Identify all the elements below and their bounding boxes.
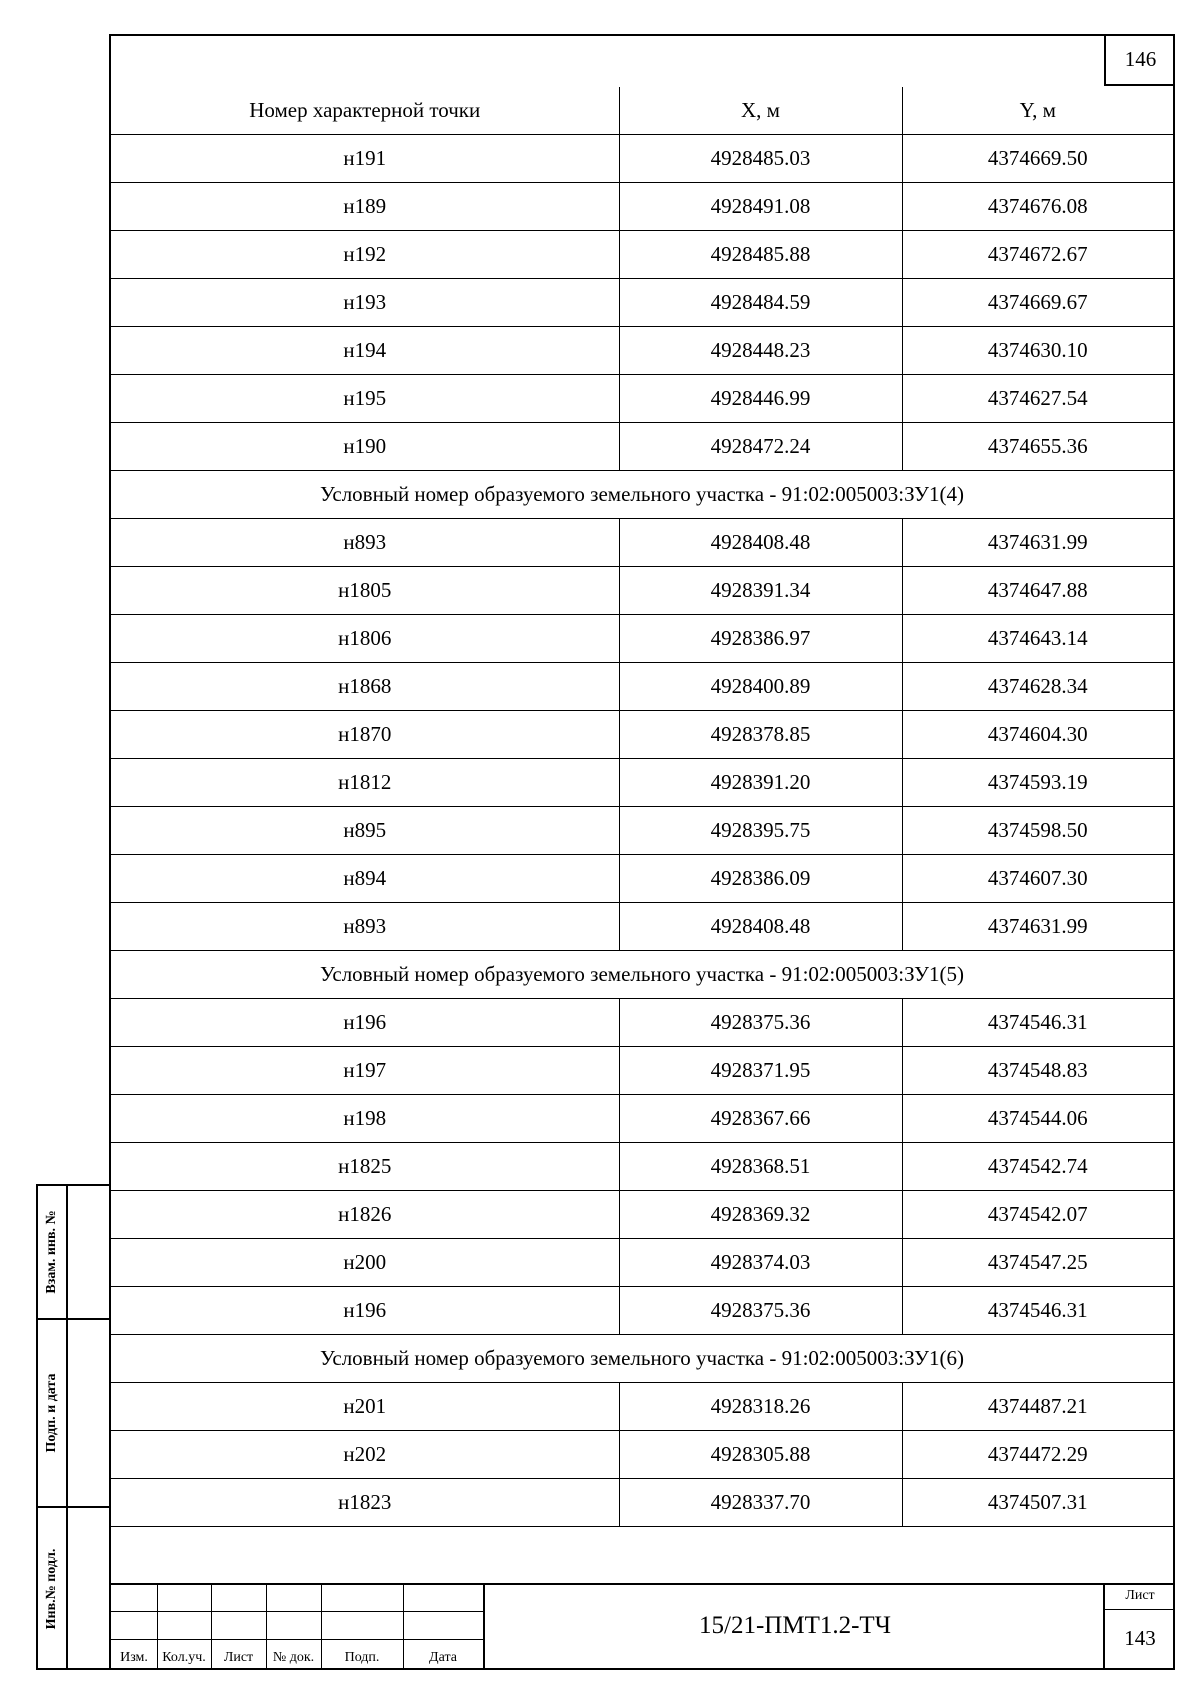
col-list: Лист (223, 1650, 254, 1665)
col-podp: Подп. (344, 1650, 380, 1665)
cell-x: 4928374.03 (619, 1239, 902, 1287)
cell-y: 4374669.50 (902, 135, 1173, 183)
side-stamp-row (38, 1320, 109, 1508)
table-row (111, 183, 1173, 231)
table-row (111, 1239, 1173, 1287)
cell-point: н192 (111, 231, 619, 279)
cell-point: н189 (111, 183, 619, 231)
section-row (111, 1335, 1173, 1383)
table-row (111, 567, 1173, 615)
table-row (111, 1143, 1173, 1191)
cell-point: н894 (111, 855, 619, 903)
cell-y: 4374472.29 (902, 1431, 1173, 1479)
cell-x: 4928371.95 (619, 1047, 902, 1095)
side-stamp-row (38, 1186, 109, 1320)
cell-point: н1812 (111, 759, 619, 807)
sheet-box (1103, 1583, 1175, 1668)
side-stamp-row (38, 1508, 109, 1670)
cell-x: 4928368.51 (619, 1143, 902, 1191)
cell-x: 4928395.75 (619, 807, 902, 855)
cell-x: 4928446.99 (619, 375, 902, 423)
cell-point: н202 (111, 1431, 619, 1479)
cell-point: н196 (111, 1287, 619, 1335)
side-stamp-label: Инв.№ подл. (44, 1548, 59, 1630)
cell-point: н190 (111, 423, 619, 471)
cell-y: 4374672.67 (902, 231, 1173, 279)
table-row (111, 903, 1173, 951)
cell-x: 4928408.48 (619, 519, 902, 567)
cell-x: 4928318.26 (619, 1383, 902, 1431)
section-row (111, 471, 1173, 519)
cell-y: 4374546.31 (902, 1287, 1173, 1335)
table-row (111, 279, 1173, 327)
cell-y: 4374676.08 (902, 183, 1173, 231)
sheet-label: Лист (1105, 1583, 1175, 1610)
cell-point: н895 (111, 807, 619, 855)
cell-y: 4374669.67 (902, 279, 1173, 327)
cell-x: 4928485.03 (619, 135, 902, 183)
cell-y: 4374598.50 (902, 807, 1173, 855)
cell-x: 4928305.88 (619, 1431, 902, 1479)
table-row (111, 1383, 1173, 1431)
cell-x: 4928448.23 (619, 327, 902, 375)
table-header-row (111, 87, 1173, 135)
cell-y: 4374546.31 (902, 999, 1173, 1047)
cell-x: 4928391.20 (619, 759, 902, 807)
cell-point: н194 (111, 327, 619, 375)
table-row (111, 615, 1173, 663)
cell-x: 4928400.89 (619, 663, 902, 711)
table-row (111, 327, 1173, 375)
col-kol-uch: Кол.уч. (162, 1650, 206, 1665)
table-body (111, 135, 1173, 1527)
cell-point: н191 (111, 135, 619, 183)
table-row (111, 519, 1173, 567)
cell-x: 4928369.32 (619, 1191, 902, 1239)
table-row (111, 1191, 1173, 1239)
cell-point: н1870 (111, 711, 619, 759)
cell-point: н1825 (111, 1143, 619, 1191)
col-doc-num: № док. (272, 1650, 315, 1665)
cell-point: н1823 (111, 1479, 619, 1527)
cell-y: 4374628.34 (902, 663, 1173, 711)
table-row (111, 807, 1173, 855)
cell-y: 4374593.19 (902, 759, 1173, 807)
cell-x: 4928386.09 (619, 855, 902, 903)
cell-y: 4374547.25 (902, 1239, 1173, 1287)
cell-point: н196 (111, 999, 619, 1047)
cell-x: 4928378.85 (619, 711, 902, 759)
cell-x: 4928375.36 (619, 1287, 902, 1335)
side-stamp-label: Подп. и дата (44, 1373, 59, 1453)
table-row (111, 999, 1173, 1047)
header-x: X, м (619, 87, 902, 135)
cell-y: 4374630.10 (902, 327, 1173, 375)
cell-point: н1805 (111, 567, 619, 615)
section-title: Условный номер образуемого земельного участка - 91:02:005003:ЗУ1(6) (111, 1335, 1173, 1383)
table-row (111, 1431, 1173, 1479)
cell-x: 4928484.59 (619, 279, 902, 327)
cell-y: 4374607.30 (902, 855, 1173, 903)
cell-point: н195 (111, 375, 619, 423)
cell-y: 4374631.99 (902, 519, 1173, 567)
sheet-number: 143 (1124, 1626, 1156, 1650)
header-point: Номер характерной точки (111, 87, 619, 135)
cell-y: 4374487.21 (902, 1383, 1173, 1431)
cell-y: 4374631.99 (902, 903, 1173, 951)
table-row (111, 759, 1173, 807)
side-stamp (36, 1184, 109, 1670)
cell-point: н201 (111, 1383, 619, 1431)
table-row (111, 1479, 1173, 1527)
table-row (111, 423, 1173, 471)
cell-y: 4374604.30 (902, 711, 1173, 759)
cell-x: 4928472.24 (619, 423, 902, 471)
cell-x: 4928337.70 (619, 1479, 902, 1527)
cell-x: 4928386.97 (619, 615, 902, 663)
cell-point: н197 (111, 1047, 619, 1095)
page-number: 146 (1104, 34, 1175, 86)
cell-x: 4928408.48 (619, 903, 902, 951)
cell-y: 4374542.74 (902, 1143, 1173, 1191)
table-row (111, 231, 1173, 279)
cell-point: н1806 (111, 615, 619, 663)
table-row (111, 135, 1173, 183)
cell-point: н198 (111, 1095, 619, 1143)
cell-point: н1826 (111, 1191, 619, 1239)
cell-point: н1868 (111, 663, 619, 711)
cell-point: н193 (111, 279, 619, 327)
revision-grid (111, 1583, 483, 1668)
cell-x: 4928485.88 (619, 231, 902, 279)
table-row (111, 1287, 1173, 1335)
col-izm: Изм. (120, 1650, 148, 1665)
table-row (111, 1047, 1173, 1095)
cell-x: 4928391.34 (619, 567, 902, 615)
header-y: Y, м (902, 87, 1173, 135)
cell-point: н200 (111, 1239, 619, 1287)
cell-y: 4374548.83 (902, 1047, 1173, 1095)
table-row (111, 375, 1173, 423)
cell-y: 4374643.14 (902, 615, 1173, 663)
cell-x: 4928367.66 (619, 1095, 902, 1143)
cell-y: 4374544.06 (902, 1095, 1173, 1143)
section-title: Условный номер образуемого земельного участка - 91:02:005003:ЗУ1(4) (111, 471, 1173, 519)
table-row (111, 663, 1173, 711)
cell-y: 4374655.36 (902, 423, 1173, 471)
table-row (111, 855, 1173, 903)
cell-y: 4374542.07 (902, 1191, 1173, 1239)
side-stamp-label: Взам. инв. № (44, 1210, 59, 1294)
table-row (111, 1095, 1173, 1143)
cell-y: 4374507.31 (902, 1479, 1173, 1527)
cell-x: 4928491.08 (619, 183, 902, 231)
section-title: Условный номер образуемого земельного участка - 91:02:005003:ЗУ1(5) (111, 951, 1173, 999)
section-row (111, 951, 1173, 999)
cell-point: н893 (111, 903, 619, 951)
coordinates-table (111, 87, 1173, 1527)
cell-y: 4374647.88 (902, 567, 1173, 615)
col-data: Дата (429, 1650, 457, 1665)
document-code: 15/21-ПМТ1.2-ТЧ (483, 1583, 1105, 1668)
cell-y: 4374627.54 (902, 375, 1173, 423)
cell-point: н893 (111, 519, 619, 567)
cell-x: 4928375.36 (619, 999, 902, 1047)
title-block (111, 1583, 1173, 1668)
table-row (111, 711, 1173, 759)
